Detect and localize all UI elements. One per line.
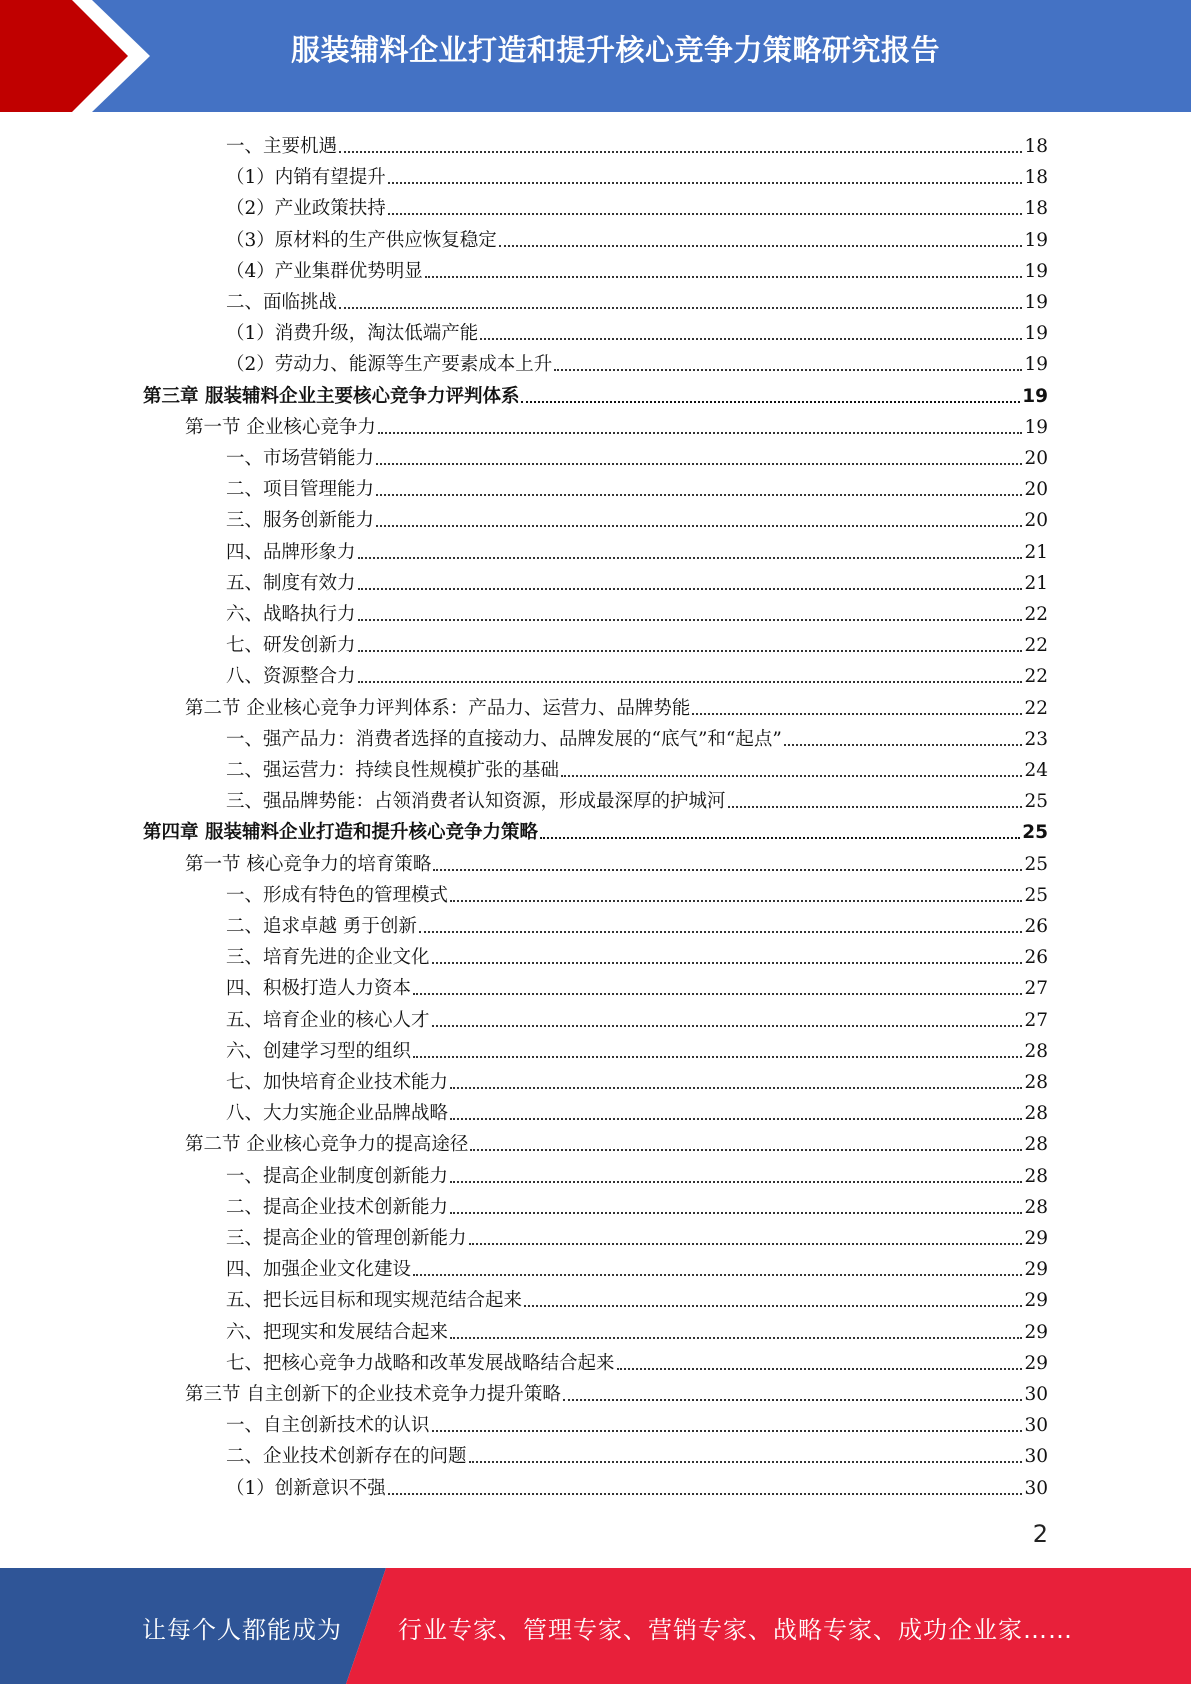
toc-section-entry[interactable]	[185, 409, 1048, 439]
footer-slogan-right: 行业专家、管理专家、营销专家、战略专家、成功企业家……	[398, 1616, 1073, 1644]
toc-entry[interactable]	[226, 783, 1048, 813]
dot-leader	[376, 463, 1022, 465]
toc-entry[interactable]	[226, 1407, 1048, 1437]
toc-entry-page: 22	[1024, 697, 1048, 719]
toc-entry-label: 第一节 核心竞争力的培育策略	[185, 853, 432, 875]
dot-leader	[339, 307, 1022, 309]
toc-section-entry[interactable]	[185, 1376, 1048, 1406]
toc-entry-page: 25	[1024, 853, 1048, 875]
toc-entry-page: 30	[1024, 1415, 1048, 1437]
dot-leader	[692, 713, 1022, 715]
toc-entry[interactable]	[226, 1095, 1048, 1125]
toc-entry-label: 一、主要机遇	[226, 136, 338, 157]
toc-entry-label: 八、大力实施企业品牌战略	[226, 1103, 449, 1125]
dot-leader	[563, 1399, 1023, 1401]
toc-entry-label: 第三节 自主创新下的企业技术竞争力提升策略	[185, 1384, 561, 1405]
toc-entry[interactable]	[226, 1314, 1048, 1344]
toc-entry[interactable]	[226, 908, 1048, 938]
toc-entry-label: 七、研发创新力	[226, 635, 356, 657]
toc-entry-page: 20	[1024, 448, 1048, 469]
toc-entry-label: 一、形成有特色的管理模式	[226, 884, 449, 906]
toc-entry[interactable]	[226, 939, 1048, 969]
toc-entry[interactable]	[226, 1251, 1048, 1281]
dot-leader	[469, 1461, 1023, 1463]
toc-entry-label: 第二节 企业核心竞争力评判体系：产品力、运营力、品牌势能	[185, 697, 691, 719]
toc-entry-label: 七、加快培育企业技术能力	[226, 1072, 449, 1093]
dot-leader	[413, 1056, 1022, 1058]
toc-chapter-entry[interactable]	[143, 814, 1048, 844]
dot-leader	[554, 369, 1022, 371]
toc-entry-page: 28	[1024, 1103, 1048, 1125]
toc-entry-page: 29	[1024, 1321, 1048, 1343]
toc-entry[interactable]	[226, 970, 1048, 1000]
toc-entry-page: 21	[1024, 541, 1048, 563]
dot-leader	[388, 213, 1023, 215]
dot-leader	[432, 962, 1023, 964]
dot-leader	[358, 557, 1023, 559]
toc-entry-label: 六、创建学习型的组织	[226, 1040, 412, 1062]
toc-entry-page: 24	[1024, 760, 1048, 781]
toc-entry-label: 六、把现实和发展结合起来	[226, 1321, 449, 1343]
toc-entry-page: 29	[1024, 1259, 1048, 1281]
toc-entry[interactable]	[226, 284, 1048, 314]
toc-section-entry[interactable]	[185, 846, 1048, 876]
toc-entry-label: 二、面临挑战	[226, 292, 338, 313]
dot-leader	[358, 650, 1023, 652]
toc-entry-page: 22	[1024, 604, 1048, 625]
toc-entry-label: 二、企业技术创新存在的问题	[226, 1446, 467, 1468]
toc-entry-page: 18	[1024, 198, 1048, 220]
toc-entry[interactable]	[226, 1220, 1048, 1250]
toc-entry-page: 30	[1024, 1477, 1048, 1499]
toc-entry-label: （4）产业集群优势明显	[226, 260, 423, 282]
dot-leader	[433, 869, 1022, 871]
dot-leader	[358, 588, 1023, 590]
footer-band	[0, 1568, 1191, 1684]
toc-entry-page: 23	[1024, 728, 1048, 750]
toc-entry-page: 28	[1024, 1196, 1048, 1218]
toc-entry[interactable]	[226, 315, 1048, 345]
toc-entry[interactable]	[226, 159, 1048, 189]
toc-entry-page: 30	[1024, 1446, 1048, 1468]
toc-entry-page: 21	[1024, 572, 1048, 594]
toc-entry-page: 19	[1024, 354, 1048, 376]
dot-leader	[376, 494, 1022, 496]
dot-leader	[450, 1181, 1022, 1183]
toc-entry[interactable]	[226, 253, 1048, 283]
toc-entry[interactable]	[226, 658, 1048, 688]
toc-entry-page: 29	[1024, 1228, 1048, 1249]
toc-entry-label: 三、提高企业的管理创新能力	[226, 1228, 467, 1249]
toc-entry[interactable]	[226, 222, 1048, 252]
toc-entry-label: 二、追求卓越 勇于创新	[226, 916, 417, 937]
toc-entry-label: 一、自主创新技术的认识	[226, 1415, 430, 1437]
toc-entry[interactable]	[226, 471, 1048, 501]
dot-leader	[728, 806, 1023, 808]
toc-entry-label: 第三章 服装辅料企业主要核心竞争力评判体系	[143, 385, 520, 407]
toc-entry[interactable]	[226, 1345, 1048, 1375]
toc-entry[interactable]	[226, 1470, 1048, 1500]
toc-entry[interactable]	[226, 1064, 1048, 1094]
dot-leader	[425, 276, 1023, 278]
toc-entry-label: 八、资源整合力	[226, 666, 356, 688]
toc-entry-label: 四、品牌形象力	[226, 541, 356, 563]
toc-entry-page: 28	[1024, 1072, 1048, 1093]
toc-entry-page: 25	[1024, 791, 1048, 813]
toc-entry-page: 30	[1024, 1384, 1048, 1405]
toc-entry[interactable]	[226, 596, 1048, 626]
toc-entry-label: 七、把核心竞争力战略和改革发展战略结合起来	[226, 1352, 615, 1374]
toc-entry[interactable]	[226, 128, 1048, 158]
toc-entry-label: 三、服务创新能力	[226, 510, 375, 532]
toc-entry-label: （2）产业政策扶持	[226, 198, 386, 220]
toc-entry-label: （1）内销有望提升	[226, 167, 386, 189]
dot-leader	[376, 525, 1022, 527]
toc-entry-label: 五、制度有效力	[226, 572, 356, 594]
toc-entry[interactable]	[226, 877, 1048, 907]
header-band	[0, 0, 1191, 112]
dot-leader	[784, 744, 1023, 746]
toc-entry-label: 第四章 服装辅料企业打造和提升核心竞争力策略	[143, 822, 538, 844]
toc-entry[interactable]	[226, 346, 1048, 376]
toc-entry-page: 25	[1022, 822, 1048, 844]
toc-entry[interactable]	[226, 752, 1048, 782]
toc-entry-page: 22	[1024, 635, 1048, 657]
dot-leader	[339, 151, 1022, 153]
dot-leader	[388, 1493, 1023, 1495]
toc-entry[interactable]	[226, 565, 1048, 595]
toc-entry[interactable]	[226, 1282, 1048, 1312]
toc-entry-label: 三、培育先进的企业文化	[226, 947, 430, 969]
dot-leader	[432, 1430, 1023, 1432]
toc-entry-label: 二、提高企业技术创新能力	[226, 1196, 449, 1218]
dot-leader	[469, 1243, 1023, 1245]
dot-leader	[450, 1118, 1022, 1120]
toc-entry[interactable]	[226, 1158, 1048, 1188]
toc-entry[interactable]	[226, 627, 1048, 657]
toc-entry-label: 一、市场营销能力	[226, 448, 375, 469]
toc-entry-label: 第一节 企业核心竞争力	[185, 416, 376, 438]
dot-leader	[413, 993, 1022, 995]
toc-entry-page: 22	[1024, 666, 1048, 688]
toc-entry[interactable]	[226, 1033, 1048, 1063]
toc-entry-page: 27	[1024, 978, 1048, 1000]
toc-entry-page: 29	[1024, 1352, 1048, 1374]
dot-leader	[378, 432, 1023, 434]
toc-entry[interactable]	[226, 190, 1048, 220]
toc-entry-label: 二、项目管理能力	[226, 479, 375, 501]
toc-entry-page: 19	[1024, 260, 1048, 282]
toc-entry[interactable]	[226, 1002, 1048, 1032]
toc-entry-label: 四、积极打造人力资本	[226, 978, 412, 1000]
dot-leader	[521, 401, 1020, 403]
toc-entry-page: 26	[1024, 916, 1048, 937]
toc-entry-page: 19	[1024, 229, 1048, 251]
dot-leader	[450, 1087, 1022, 1089]
page-number: 2	[1032, 1520, 1048, 1548]
dot-leader	[388, 182, 1023, 184]
dot-leader	[524, 1305, 1022, 1307]
dot-leader	[540, 837, 1020, 839]
toc-entry-page: 28	[1024, 1040, 1048, 1062]
dot-leader	[470, 1149, 1022, 1151]
dot-leader	[561, 775, 1022, 777]
toc-entry-label: 五、把长远目标和现实规范结合起来	[226, 1290, 523, 1312]
toc-chapter-entry[interactable]	[143, 378, 1048, 408]
dot-leader	[419, 931, 1023, 933]
toc-entry-page: 20	[1024, 510, 1048, 532]
toc-entry-label: 四、加强企业文化建设	[226, 1259, 412, 1281]
toc-entry-label: （3）原材料的生产供应恢复稳定	[226, 229, 497, 251]
dot-leader	[432, 1025, 1023, 1027]
dot-leader	[413, 1274, 1022, 1276]
toc-entry[interactable]	[226, 1189, 1048, 1219]
toc-entry-label: 二、强运营力：持续良性规模扩张的基础	[226, 760, 560, 781]
toc-entry[interactable]	[226, 502, 1048, 532]
toc-entry-page: 19	[1024, 292, 1048, 313]
toc-entry-page: 18	[1024, 136, 1048, 157]
report-title: 服装辅料企业打造和提升核心竞争力策略研究报告	[290, 33, 940, 67]
toc-entry-label: （1）创新意识不强	[226, 1477, 386, 1499]
toc-entry-page: 19	[1022, 385, 1048, 407]
toc-entry[interactable]	[226, 440, 1048, 470]
toc-entry[interactable]	[226, 721, 1048, 751]
toc-entry-label: 三、强品牌势能：占领消费者认知资源，形成最深厚的护城河	[226, 791, 726, 813]
dot-leader	[450, 900, 1022, 902]
footer-slogan-left: 让每个人都能成为	[142, 1616, 342, 1644]
dot-leader	[617, 1368, 1023, 1370]
toc-entry-label: （1）消费升级，淘汰低端产能	[226, 323, 479, 345]
toc-entry-page: 29	[1024, 1290, 1048, 1312]
toc-entry[interactable]	[226, 1438, 1048, 1468]
toc-entry-label: 一、强产品力：消费者选择的直接动力、品牌发展的“底气”和“起点”	[226, 728, 782, 750]
dot-leader	[499, 245, 1023, 247]
dot-leader	[480, 338, 1022, 340]
toc-entry-page: 26	[1024, 947, 1048, 969]
toc-entry-page: 27	[1024, 1009, 1048, 1031]
toc-entry-page: 20	[1024, 479, 1048, 501]
toc-entry-page: 18	[1024, 167, 1048, 189]
toc-entry-label: 六、战略执行力	[226, 604, 356, 625]
toc-section-entry[interactable]	[185, 1126, 1048, 1156]
toc-entry-page: 25	[1024, 884, 1048, 906]
toc-entry-label: （2）劳动力、能源等生产要素成本上升	[226, 354, 553, 376]
dot-leader	[358, 681, 1023, 683]
toc-entry-page: 19	[1024, 416, 1048, 438]
dot-leader	[450, 1337, 1022, 1339]
dot-leader	[450, 1212, 1022, 1214]
toc-entry-label: 五、培育企业的核心人才	[226, 1009, 430, 1031]
toc-section-entry[interactable]	[185, 690, 1048, 720]
toc-entry[interactable]	[226, 534, 1048, 564]
toc-entry-page: 28	[1024, 1165, 1048, 1187]
toc-entry-page: 19	[1024, 323, 1048, 345]
toc-entry-page: 28	[1024, 1134, 1048, 1156]
toc-entry-label: 一、提高企业制度创新能力	[226, 1165, 449, 1187]
dot-leader	[358, 619, 1023, 621]
toc-entry-label: 第二节 企业核心竞争力的提高途径	[185, 1134, 469, 1156]
